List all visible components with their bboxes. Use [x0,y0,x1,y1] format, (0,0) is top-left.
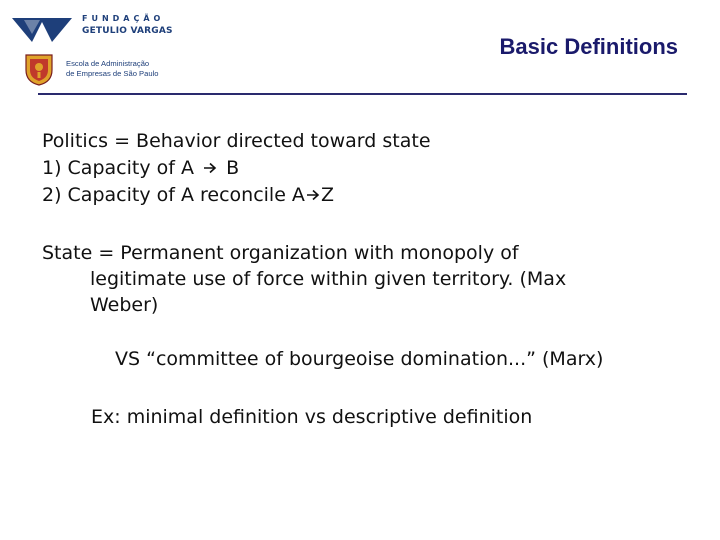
school-crest-icon [24,52,54,86]
capacity-1-prefix: 1) Capacity of A [42,157,194,179]
fgv-wordmark [82,14,173,36]
slide-title: Basic Definitions [499,34,678,59]
logo-line-1: FUNDAÇÃO [82,14,165,23]
right-arrow-icon [306,189,320,201]
right-arrow-icon [203,162,217,174]
title-divider [38,93,687,95]
eaesp-logo [24,52,158,86]
capacity-1-suffix: B [226,157,240,179]
politics-block [42,128,682,209]
state-line-3: Weber) [90,294,159,316]
politics-definition: Politics = Behavior directed toward state [42,130,431,152]
capacity-line-1 [42,155,682,182]
fgv-mark-icon [10,14,74,44]
state-line-1: State = Permanent organization with monopoly of [42,242,519,264]
school-name [66,59,158,79]
capacity-2-prefix: 2) Capacity of A reconcile A [42,184,305,206]
capacity-2-suffix: Z [320,184,334,206]
example-line: Ex: minimal definition vs descriptive definition [91,406,533,428]
logo-line-2: GETULIO VARGAS [82,26,173,36]
school-line-1: Escola de Administração [66,59,150,68]
marx-comparison: VS “committee of bourgeoise domination...” (Marx) [115,348,604,370]
header-logos [10,14,180,86]
fgv-logo [10,14,173,48]
state-definition [42,240,642,318]
school-line-2: de Empresas de São Paulo [66,69,159,78]
slide-body [42,128,682,428]
state-line-2: legitimate use of force within given territory. (Max [90,268,567,290]
capacity-line-2 [42,182,682,209]
